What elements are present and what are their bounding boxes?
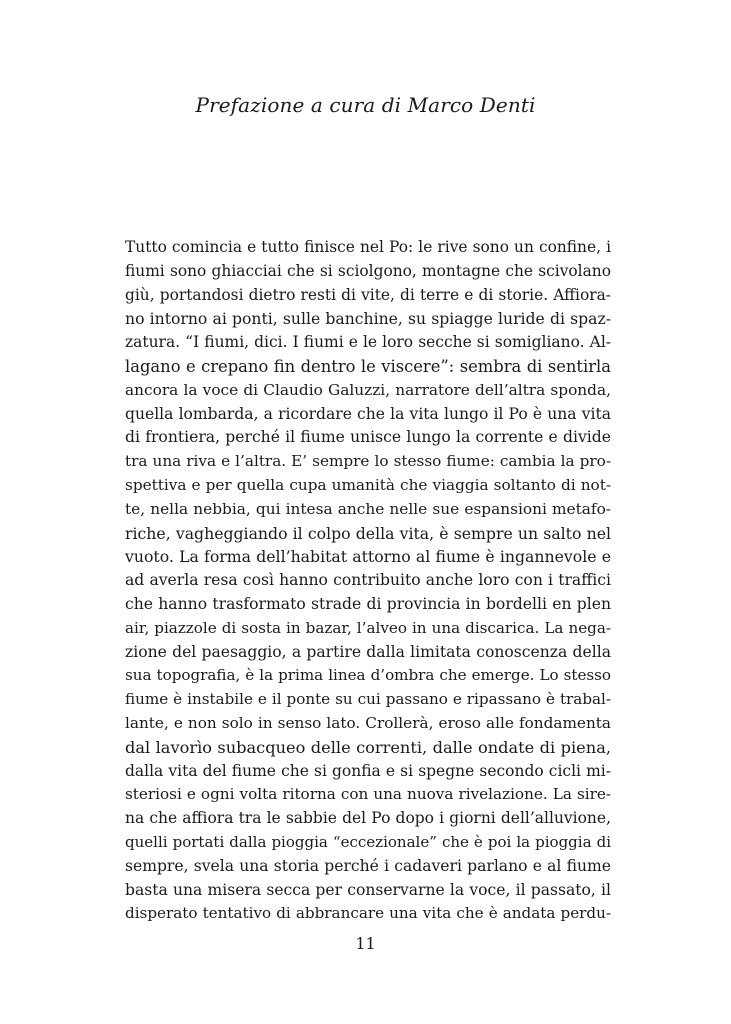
text-line: no intorno ai ponti, sulle banchine, su spiagge luride di spaz- <box>125 309 611 329</box>
text-line: dalla vita del fiume che si gonfia e si spegne secondo cicli mi- <box>125 761 611 780</box>
text-line: zatura. “I fiumi, dici. I fiumi e le loro secche si somigliano. Al- <box>125 333 611 352</box>
text-line: dal lavorìo subacqueo delle correnti, dalle ondate di piena, <box>125 737 611 757</box>
text-line: quelli portati dalla pioggia “eccezionale” che è poi la pioggia di <box>125 832 611 851</box>
text-line: basta una misera secca per conservarne la voce, il passato, il <box>125 880 611 899</box>
text-line: Tutto comincia e tutto finisce nel Po: le rive sono un confine, i <box>125 238 611 256</box>
text-line: air, piazzole di sosta in bazar, l’alveo in una discarica. La nega- <box>125 618 611 637</box>
text-line: na che affiora tra le sabbie del Po dopo i giorni dell’alluvione, <box>125 809 611 828</box>
text-line: lante, e non solo in senso lato. Crollerà, eroso alle fondamenta <box>125 713 611 732</box>
text-line: vuoto. La forma dell’habitat attorno al fiume è ingannevole e <box>125 547 611 567</box>
text-line: spettiva e per quella cupa umanità che viaggia soltanto di not- <box>125 475 611 494</box>
text-line: fiume è instabile e il ponte su cui passano e ripassano è trabal- <box>125 690 611 709</box>
body-text <box>125 236 611 926</box>
text-line: disperato tentativo di abbrancare una vita che è andata perdu- <box>125 904 611 923</box>
text-line: di frontiera, perché il fiume unisce lungo la corrente e divide <box>125 428 611 447</box>
text-line: zione del paesaggio, a partire dalla limitata conoscenza della <box>125 642 611 661</box>
page-number: 11 <box>355 934 376 953</box>
text-line: che hanno trasformato strade di provincia in bordelli en plen <box>125 594 611 613</box>
text-line: lagano e crepano fin dentro le viscere”: sembra di sentirla <box>125 356 611 376</box>
text-line: ancora la voce di Claudio Galuzzi, narratore dell’altra sponda, <box>125 380 611 399</box>
chapter-title: Prefazione a cura di Marco Denti <box>195 93 536 117</box>
text-line: tra una riva e l’altra. E’ sempre lo stesso fiume: cambia la pro- <box>125 452 611 471</box>
text-line: riche, vagheggiando il colpo della vita, è sempre un salto nel <box>125 523 611 543</box>
text-line: sempre, svela una storia perché i cadaveri parlano e al fiume <box>125 856 611 875</box>
text-line: quella lombarda, a ricordare che la vita lungo il Po è una vita <box>125 404 611 423</box>
text-line: sua topografia, è la prima linea d’ombra che emerge. Lo stesso <box>125 666 611 685</box>
text-line: fiumi sono ghiacciai che si sciolgono, montagne che scivolano <box>125 261 611 280</box>
text-line: te, nella nebbia, qui intesa anche nelle sue espansioni metafo- <box>125 499 611 518</box>
text-line: ad averla resa così hanno contribuito anche loro con i traffici <box>125 571 611 590</box>
text-line: steriosi e ogni volta ritorna con una nuova rivelazione. La sire- <box>125 785 611 804</box>
text-line: giù, portandosi dietro resti di vite, di terre e di storie. Affiora- <box>125 285 611 304</box>
